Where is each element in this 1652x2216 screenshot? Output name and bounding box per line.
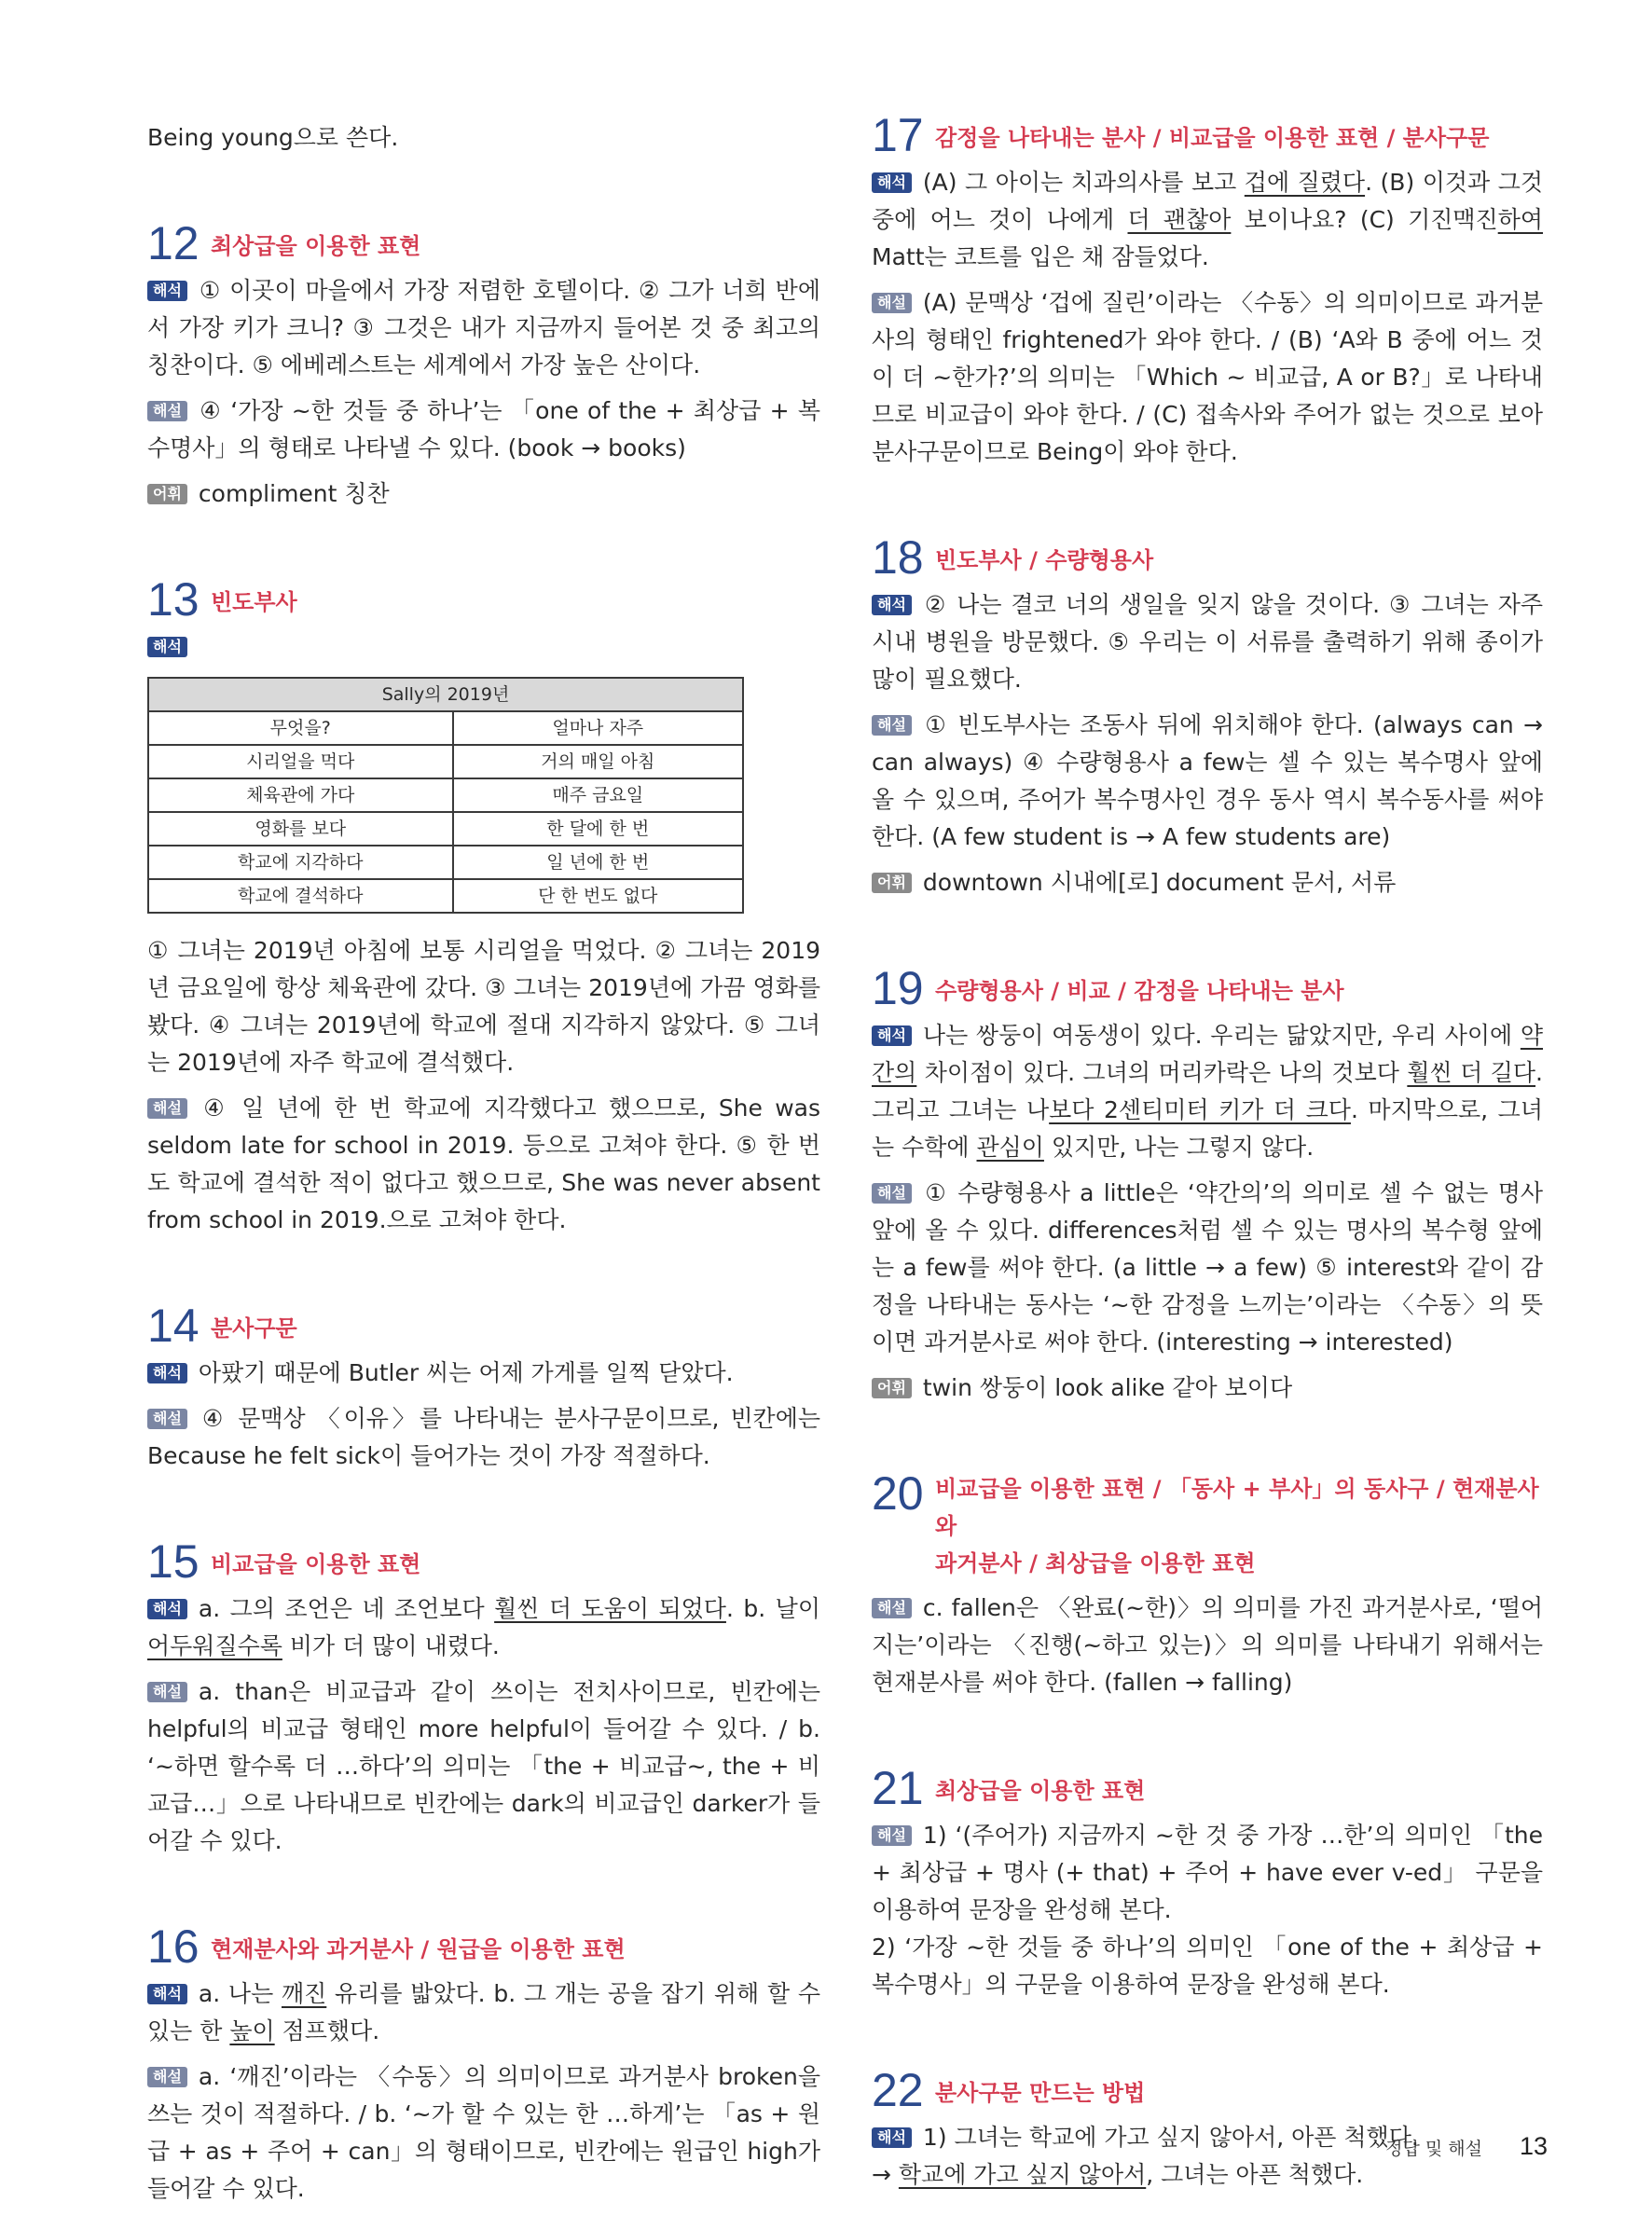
table-cell: 한 달에 한 번 <box>453 812 744 846</box>
vocab-tag: 어휘 <box>147 484 187 504</box>
underlined-answer: 더 괜찮아 <box>1127 206 1232 233</box>
intro-line: Being young으로 쓴다. <box>147 124 399 151</box>
section-21 <box>872 1762 1543 2003</box>
table-cell: 체육관에 가다 <box>148 778 453 812</box>
translation-tag: 해석 <box>147 1363 187 1383</box>
section-number: 21 <box>872 1762 924 1814</box>
section-title: 최상급을 이용한 표현 <box>935 1778 1146 1804</box>
table-row <box>148 879 743 913</box>
explanation-text: (A) 문맥상 ‘겁에 질린’이라는 〈수동〉의 의미이므로 과거분사의 형태인 frightened가 와야 한다. / (B) ‘A와 B 중에 어느 것이 더 ~한가?’의 의미는 「Which ~ 비교급, A or B?」로 나타내므로 비교급이 와야 한다. / (C) 접속사와 주어가 없는 것으로 보아 분사구문이므로 Being이 와야 한다. <box>872 289 1543 465</box>
table-caption: Sally의 2019년 <box>148 678 743 711</box>
explanation-text: ④ 일 년에 한 번 학교에 지각했다고 했으므로, She was seldom late for school in 2019. 등으로 고쳐야 한다. ⑤ 한 번도 학교에 결석한 적이 없다고 했으므로, She was never absent from school in 2019.으로 고쳐야 한다. <box>147 1094 820 1233</box>
explanation-tag: 해설 <box>872 715 912 736</box>
translation-text: 비가 더 많이 내렸다. <box>282 1632 500 1659</box>
explanation-tag: 해설 <box>872 1598 912 1618</box>
table-header-cell: 무엇을? <box>148 711 453 745</box>
section-16 <box>147 1920 820 2208</box>
section-title: 수량형용사 / 비교 / 감정을 나타내는 분사 <box>935 978 1344 1004</box>
table-header-cell: 얼마나 자주 <box>453 711 744 745</box>
section-20 <box>872 1467 1543 1701</box>
translation-tag: 해석 <box>872 2127 912 2148</box>
underlined-answer: 관심이 <box>976 1134 1044 1161</box>
explanation-text: a. than은 비교급과 같이 쓰이는 전치사이므로, 빈칸에는 helpful의 비교급 형태인 more helpful이 들어갈 수 있다. / b. ‘~하면 할수록 더 …하다’의 의미는 「the + 비교급~, the + 비교급…」으로 나타내므로 빈칸에는 dark의 비교급인 darker가 들어갈 수 있다. <box>147 1678 820 1854</box>
explanation-text: ① 수량형용사 a little은 ‘약간의’의 의미로 셀 수 없는 명사 앞에 올 수 있다. differences처럼 셀 수 있는 명사의 복수형 앞에는 a few를 써야 한다. (a little → a few) ⑤ interest와 같이 감정을 나타내는 동사는 ‘~한 감정을 느끼는’이라는 〈수동〉의 뜻이면 과거분사로 써야 한다. (interesting → interested) <box>872 1179 1543 1356</box>
translation-tag: 해석 <box>872 1025 912 1046</box>
page-number: 13 <box>1519 2132 1548 2160</box>
vocab-tag: 어휘 <box>872 1378 912 1398</box>
table-cell: 학교에 결석하다 <box>148 879 453 913</box>
vocab-text: compliment 칭찬 <box>198 480 390 507</box>
section-number: 20 <box>872 1467 924 1520</box>
section-title: 분사구문 <box>211 1315 297 1342</box>
table-cell: 시리얼을 먹다 <box>148 745 453 778</box>
table-row <box>148 745 743 778</box>
section-19 <box>872 962 1543 1407</box>
translation-text: ② 나는 결코 너의 생일을 잊지 않을 것이다. ③ 그녀는 자주 시내 병원을 방문했다. ⑤ 우리는 이 서류를 출력하기 위해 종이가 많이 필요했다. <box>872 591 1543 693</box>
translation-text: 차이점이 있다. 그녀의 머리카락은 나의 것보다 <box>916 1059 1408 1086</box>
translation-text: 보이나요? (C) 기진맥진 <box>1231 206 1498 233</box>
translation-tag: 해석 <box>872 595 912 615</box>
table-cell: 영화를 보다 <box>148 812 453 846</box>
section-title-line: 과거분사 / 최상급을 이용한 표현 <box>935 1550 1256 1576</box>
explanation-text: c. fallen은 〈완료(~한)〉의 의미를 가진 과거분사로, ‘떨어지는’이라는 〈진행(~하고 있는)〉의 의미를 나타내기 위해서는 현재분사를 써야 한다. (fallen → falling) <box>872 1594 1543 1696</box>
translation-text: 있지만, 나는 그렇지 않다. <box>1043 1134 1315 1161</box>
section-15 <box>147 1535 820 1860</box>
section-number: 18 <box>872 531 924 584</box>
section-number: 12 <box>147 217 200 269</box>
explanation-text: ④ 문맥상 〈이유〉를 나타내는 분사구문이므로, 빈칸에는 Because he felt sick이 들어가는 것이 가장 적절하다. <box>147 1405 820 1469</box>
table-cell: 단 한 번도 없다 <box>453 879 744 913</box>
explanation-tag: 해설 <box>147 1682 187 1702</box>
translation-text: ① 그녀는 2019년 아침에 보통 시리얼을 먹었다. ② 그녀는 2019년 금요일에 항상 체육관에 갔다. ③ 그녀는 2019년에 가끔 영화를 봤다. ④ 그녀는 2019년에 학교에 절대 지각하지 않았다. ⑤ 그녀는 2019년에 자주 학교에 결석했다. <box>147 937 820 1076</box>
translation-text: . (B) 이것과 그것 중에 어느 것이 나에게 <box>872 169 1543 233</box>
explanation-tag: 해설 <box>147 401 187 421</box>
explanation-tag: 해설 <box>147 1098 187 1119</box>
translation-text: . b. 날이 <box>725 1595 820 1622</box>
explanation-tag: 해설 <box>872 293 912 313</box>
translation-text: (A) 그 아이는 치과의사를 보고 <box>922 169 1245 196</box>
page-footer <box>1385 2127 1548 2168</box>
section-title: 감정을 나타내는 분사 / 비교급을 이용한 표현 / 분사구문 <box>935 125 1490 151</box>
table-cell: 일 년에 한 번 <box>453 846 744 879</box>
explanation-tag: 해설 <box>872 1183 912 1204</box>
table-cell: 학교에 지각하다 <box>148 846 453 879</box>
underlined-answer: 깨진 <box>281 1980 327 2007</box>
section-number: 14 <box>147 1300 200 1352</box>
section-title <box>935 1470 1543 1584</box>
section-number: 13 <box>147 573 200 626</box>
section-title-line: 비교급을 이용한 표현 / 「동사 + 부사」의 동사구 / 현재분사와 <box>935 1476 1539 1539</box>
underlined-answer: 보다 2센티미터 키가 더 크다 <box>1049 1096 1351 1123</box>
frequency-table <box>147 677 744 914</box>
section-title: 빈도부사 / 수량형용사 <box>935 547 1154 573</box>
translation-text: ① 이곳이 마을에서 가장 저렴한 호텔이다. ② 그가 너희 반에서 가장 키가 크니? ③ 그것은 내가 지금까지 들어본 것 중 최고의 칭찬이다. ⑤ 에베레스트는 세계에서 가장 높은 산이다. <box>147 277 820 379</box>
explanation-text: ① 빈도부사는 조동사 뒤에 위치해야 한다. (always can → can always) ④ 수량형용사 a few는 셀 수 있는 복수명사 앞에 올 수 있으며, 주어가 복수명사인 경우 동사 역시 복수동사를 써야 한다. (A few student is → A few students are) <box>872 711 1543 850</box>
vocab-text: downtown 시내에[로] document 문서, 서류 <box>922 869 1397 896</box>
explanation-tag: 해설 <box>872 1825 912 1846</box>
explanation-text: 2) ‘가장 ~한 것들 중 하나’의 의미인 「one of the + 최상급 + 복수명사」의 구문을 이용하여 문장을 완성해 본다. <box>872 1934 1543 1998</box>
table-cell: 거의 매일 아침 <box>453 745 744 778</box>
footer-label: 정답 및 해설 <box>1385 2139 1482 2159</box>
explanation-text: ④ ‘가장 ~한 것들 중 하나’는 「one of the + 최상급 + 복수명사」의 형태로 나타낼 수 있다. (book → books) <box>147 397 820 461</box>
translation-tag: 해석 <box>147 1599 187 1619</box>
section-title: 최상급을 이용한 표현 <box>211 233 421 259</box>
section-title: 비교급을 이용한 표현 <box>211 1551 421 1577</box>
translation-text: 1) 그녀는 학교에 가고 싶지 않아서, 아픈 척했다. <box>922 2124 1419 2151</box>
translation-text: a. 그의 조언은 네 조언보다 <box>198 1595 495 1622</box>
section-13 <box>147 573 820 1239</box>
underlined-answer: 약간의 <box>872 1022 1543 1086</box>
translation-text: a. 나는 <box>198 1980 282 2007</box>
section-18 <box>872 531 1543 902</box>
underlined-answer: 높이 <box>229 2017 275 2044</box>
translation-text: . 그리고 그녀는 나 <box>872 1059 1543 1123</box>
underlined-answer: 훨씬 더 도움이 되었다 <box>494 1595 726 1622</box>
explanation-tag: 해설 <box>147 2067 187 2087</box>
section-number: 15 <box>147 1535 200 1588</box>
underlined-answer: 겁에 질렸다 <box>1244 169 1366 196</box>
translation-text: 나는 쌍둥이 여동생이 있다. 우리는 닮았지만, 우리 사이에 <box>922 1022 1521 1049</box>
section-title: 현재분사와 과거분사 / 원급을 이용한 표현 <box>211 1936 626 1962</box>
vocab-text: twin 쌍둥이 look alike 같아 보이다 <box>922 1374 1293 1401</box>
section-number: 19 <box>872 962 924 1014</box>
right-column <box>872 109 1543 2202</box>
section-12 <box>147 217 820 513</box>
table-row <box>148 778 743 812</box>
explanation-tag: 해설 <box>147 1409 187 1429</box>
section-17 <box>872 109 1543 471</box>
table-cell: 매주 금요일 <box>453 778 744 812</box>
table-row <box>148 846 743 879</box>
translation-tag: 해석 <box>147 1984 187 2004</box>
explanation-text: a. ‘깨진’이라는 〈수동〉의 의미이므로 과거분사 broken을 쓰는 것이 적절하다. / b. ‘~가 할 수 있는 한 …하게’는 「as + 원급 + as + 주어 + can」의 형태이므로, 빈칸에는 원급인 high가 들어갈 수 있다. <box>147 2063 820 2202</box>
table-header-row <box>148 711 743 745</box>
translation-text: Matt는 코트를 입은 채 잠들었다. <box>872 243 1209 270</box>
underlined-answer: 훨씬 더 길다 <box>1407 1059 1536 1086</box>
explanation-text: 1) ‘(주어가) 지금까지 ~한 것 중 가장 …한’의 의미인 「the + 최상급 + 명사 (+ that) + 주어 + have ever v-ed」 구문을 이용하여 문장을 완성해 본다. <box>872 1822 1543 1923</box>
underlined-answer: 하여 <box>1497 206 1543 233</box>
section-number: 17 <box>872 109 924 161</box>
translation-text: , 그녀는 아픈 척했다. <box>1146 2161 1364 2188</box>
underlined-answer: 학교에 가고 싶지 않아서 <box>898 2161 1147 2188</box>
vocab-tag: 어휘 <box>872 873 912 893</box>
table-row <box>148 812 743 846</box>
translation-text: 아팠기 때문에 Butler 씨는 어제 가게를 일찍 닫았다. <box>198 1359 734 1386</box>
translation-tag: 해석 <box>147 281 187 301</box>
translation-text: . 마지막으로, 그녀는 수학에 <box>872 1096 1543 1161</box>
section-title: 분사구문 만드는 방법 <box>935 2080 1146 2106</box>
table-caption-row <box>148 678 743 711</box>
left-column <box>147 119 820 2216</box>
translation-text: 점프했다. <box>274 2017 380 2044</box>
section-number: 16 <box>147 1920 200 1973</box>
translation-text: 유리를 밟았다. b. 그 개는 공을 잡기 위해 할 수 있는 한 <box>147 1980 820 2044</box>
translation-tag: 해석 <box>147 637 187 657</box>
underlined-answer: 어두워질수록 <box>147 1632 282 1659</box>
arrow-text: → <box>872 2161 899 2188</box>
section-title: 빈도부사 <box>211 589 297 615</box>
translation-tag: 해석 <box>872 172 912 193</box>
section-number: 22 <box>872 2064 924 2116</box>
section-14 <box>147 1302 820 1475</box>
